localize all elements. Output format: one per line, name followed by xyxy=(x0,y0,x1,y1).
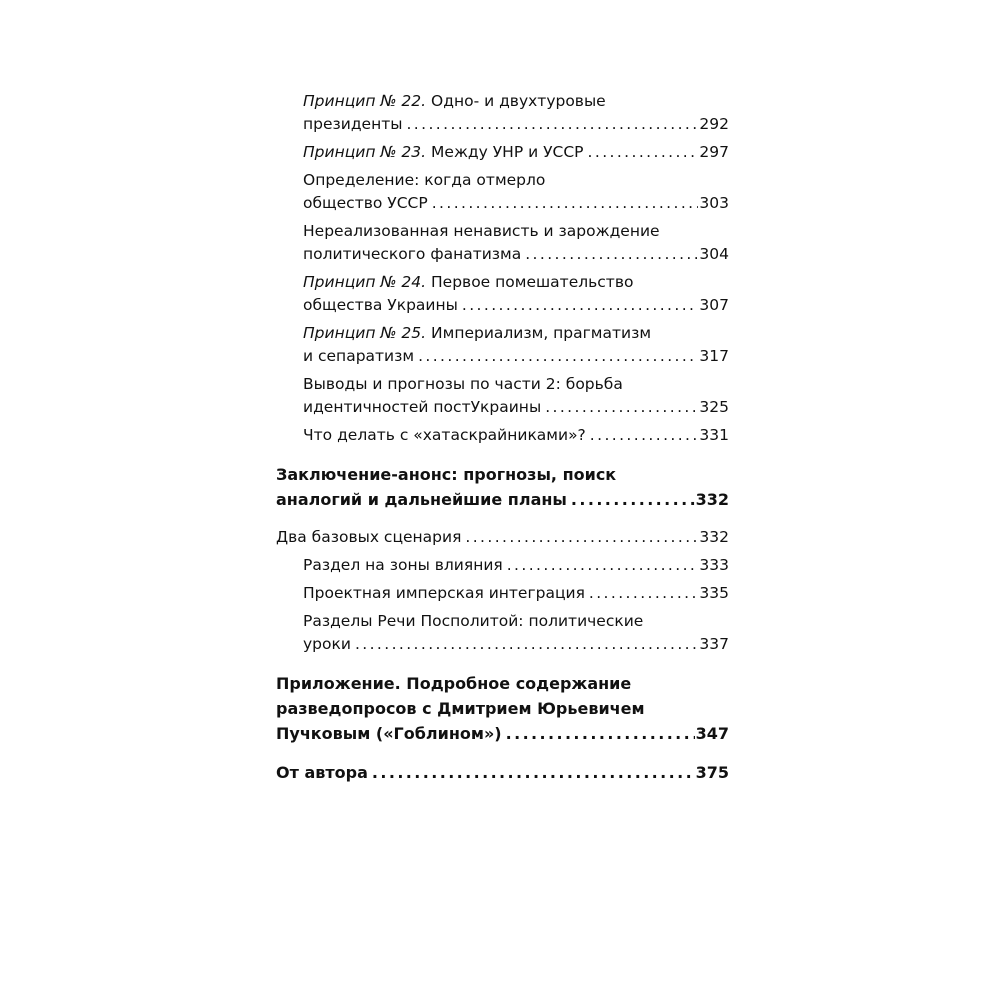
toc-entry-conclusions-part-2[interactable] xyxy=(276,373,729,419)
toc-entry-line xyxy=(303,396,729,419)
toc-entry-definition[interactable] xyxy=(276,169,729,215)
toc-entry-line xyxy=(303,90,729,113)
toc-entry-title: От автора xyxy=(276,763,368,782)
toc-entry-line xyxy=(276,760,729,785)
toc-entry-line xyxy=(276,696,729,721)
toc-entry-line xyxy=(303,554,729,577)
toc-page-number: 307 xyxy=(699,296,729,314)
toc-entry-title: Принцип № 22. Одно- и двухтуровые xyxy=(303,92,606,110)
toc-entry-title: аналогий и дальнейшие планы xyxy=(276,490,567,509)
toc-page-number: 347 xyxy=(695,724,729,743)
toc-page-number: 332 xyxy=(695,490,729,509)
toc-entry-line xyxy=(276,526,729,549)
dot-leader xyxy=(465,526,698,549)
toc-entry-title: президенты xyxy=(303,115,403,133)
toc-entry-appendix[interactable] xyxy=(276,671,729,746)
toc-entry-line xyxy=(276,671,729,696)
dot-leader xyxy=(588,141,699,164)
toc-entry-title: идентичностей постУкраины xyxy=(303,398,542,416)
toc-entry-line xyxy=(276,487,729,512)
toc-entry-title: общества Украины xyxy=(303,296,458,314)
section-spacer xyxy=(276,661,729,671)
toc-entry-title: Пучковым («Гоблином») xyxy=(276,724,502,743)
section-spacer xyxy=(276,512,729,526)
toc-entry-line xyxy=(303,582,729,605)
toc-page-number: 332 xyxy=(699,528,729,546)
toc-page-number: 292 xyxy=(699,115,729,133)
toc-page-number: 337 xyxy=(699,635,729,653)
toc-entry-title: Раздел на зоны влияния xyxy=(303,556,503,574)
toc-entry-title: Определение: когда отмерло xyxy=(303,171,546,189)
dot-leader xyxy=(590,424,699,447)
toc-entry-line xyxy=(276,721,729,746)
toc-entry-line xyxy=(303,169,729,192)
dot-leader xyxy=(406,113,698,136)
toc-entry-line xyxy=(303,373,729,396)
toc-page-number: 303 xyxy=(699,194,729,212)
toc-entry-title: разведопросов с Дмитрием Юрьевичем xyxy=(276,699,645,718)
toc-entry-line xyxy=(303,113,729,136)
toc-entry-title: Проектная имперская интеграция xyxy=(303,584,585,602)
toc-entry-title: Принцип № 25. Империализм, прагматизм xyxy=(303,324,652,342)
toc-entry-what-to-do[interactable] xyxy=(276,424,729,447)
toc-page-number: 304 xyxy=(699,245,729,263)
toc-entry-principle-25[interactable] xyxy=(276,322,729,368)
toc-entry-principle-22[interactable] xyxy=(276,90,729,136)
section-spacer xyxy=(276,746,729,760)
toc-page-number: 335 xyxy=(699,584,729,602)
table-of-contents xyxy=(276,90,729,785)
toc-entry-conclusion-announcement[interactable] xyxy=(276,462,729,512)
toc-entry-title: Два базовых сценария xyxy=(276,528,462,546)
dot-leader xyxy=(545,396,698,419)
dot-leader xyxy=(418,345,698,368)
toc-entry-line xyxy=(303,141,729,164)
dot-leader xyxy=(571,487,695,512)
dot-leader xyxy=(589,582,699,605)
toc-entry-title: уроки xyxy=(303,635,351,653)
toc-entry-from-author[interactable] xyxy=(276,760,729,785)
toc-page-number: 375 xyxy=(695,763,729,782)
toc-entry-line xyxy=(303,322,729,345)
toc-page-number: 297 xyxy=(699,143,729,161)
toc-entry-principle-label: Принцип № 25. xyxy=(303,324,427,342)
toc-page-number: 317 xyxy=(699,347,729,365)
toc-entry-title: Приложение. Подробное содержание xyxy=(276,674,632,693)
dot-leader xyxy=(525,243,698,266)
toc-entry-line xyxy=(303,633,729,656)
toc-entry-principle-label: Принцип № 24. xyxy=(303,273,427,291)
toc-entry-title: Нереализованная ненависть и зарождение xyxy=(303,222,660,240)
toc-entry-line xyxy=(276,462,729,487)
toc-entry-title: Заключение-анонс: прогнозы, поиск xyxy=(276,465,617,484)
dot-leader xyxy=(507,554,699,577)
toc-page-number: 331 xyxy=(699,426,729,444)
toc-entry-title: Принцип № 24. Первое помешательство xyxy=(303,273,634,291)
toc-entry-principle-23[interactable] xyxy=(276,141,729,164)
toc-entry-title: Выводы и прогнозы по части 2: борьба xyxy=(303,375,623,393)
toc-page-number: 333 xyxy=(699,556,729,574)
toc-entry-line xyxy=(303,271,729,294)
toc-entry-principle-label: Принцип № 22. xyxy=(303,92,427,110)
toc-entry-imperial-integration[interactable] xyxy=(276,582,729,605)
dot-leader xyxy=(372,760,695,785)
toc-entry-line xyxy=(303,192,729,215)
toc-entry-line xyxy=(303,610,729,633)
toc-entry-line xyxy=(303,294,729,317)
section-spacer xyxy=(276,452,729,462)
toc-entry-title: политического фанатизма xyxy=(303,245,522,263)
toc-entry-spheres-of-influence[interactable] xyxy=(276,554,729,577)
toc-page-number: 325 xyxy=(699,398,729,416)
toc-entry-line xyxy=(303,424,729,447)
toc-entry-title: общество УССР xyxy=(303,194,428,212)
dot-leader xyxy=(355,633,698,656)
toc-entry-partitions-of-poland[interactable] xyxy=(276,610,729,656)
toc-entry-line xyxy=(303,243,729,266)
toc-entry-title: и сепаратизм xyxy=(303,347,415,365)
dot-leader xyxy=(462,294,699,317)
toc-entry-principle-24[interactable] xyxy=(276,271,729,317)
toc-entry-two-scenarios[interactable] xyxy=(276,526,729,549)
toc-entry-principle-label: Принцип № 23. xyxy=(303,143,427,161)
toc-entry-line xyxy=(303,220,729,243)
toc-entry-line xyxy=(303,345,729,368)
toc-entry-title: Разделы Речи Посполитой: политические xyxy=(303,612,644,630)
toc-entry-title: Принцип № 23. Между УНР и УССР xyxy=(303,143,584,161)
dot-leader xyxy=(432,192,699,215)
dot-leader xyxy=(506,721,695,746)
toc-entry-unrealized-hatred[interactable] xyxy=(276,220,729,266)
toc-entry-title: Что делать с «хатаскрайниками»? xyxy=(303,426,586,444)
